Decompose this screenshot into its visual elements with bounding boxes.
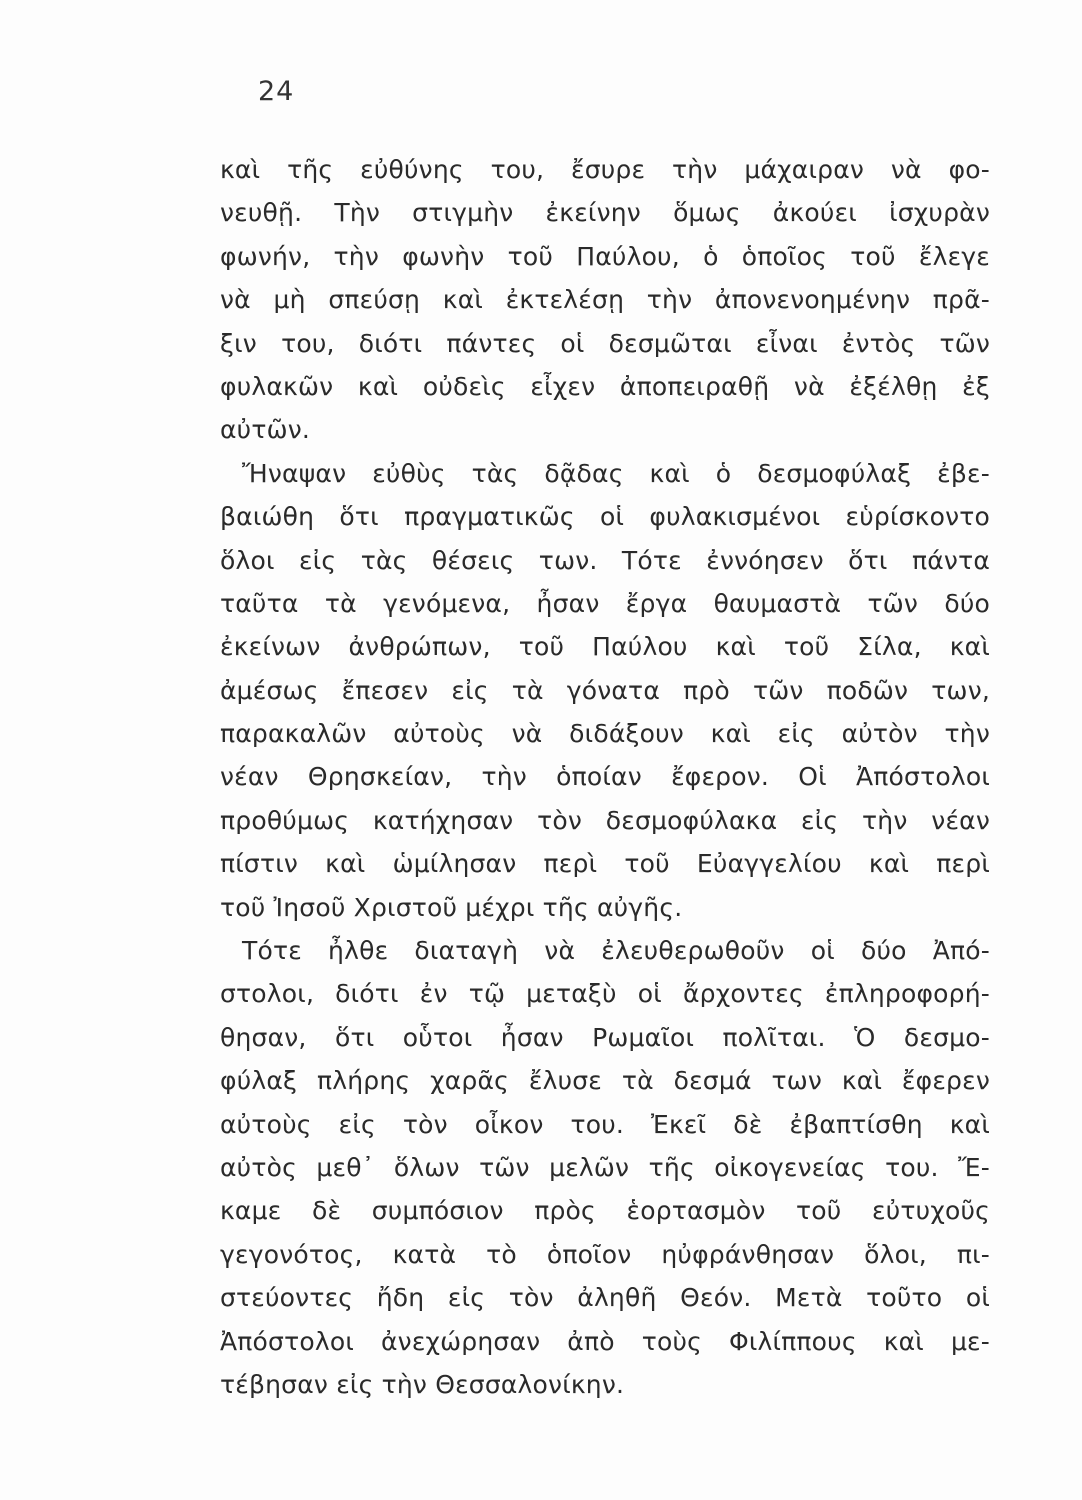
text-line: Τότε ἦλθε διαταγὴ νὰ ἐλευθερωθοῦν οἱ δύο Ἀπό- — [242, 936, 990, 966]
text-line: προθύμως κατήχησαν τὸν δεσμοφύλακα εἰς τὴν νέαν — [220, 805, 990, 835]
text-line: Ἤναψαν εὐθὺς τὰς δᾷδας καὶ ὁ δεσμοφύλαξ ἐβε- — [242, 458, 990, 488]
text-line: γεγονότος, κατὰ τὸ ὁποῖον ηὐφράνθησαν ὅλοι, πι- — [220, 1239, 990, 1269]
text-line: αὐτῶν. — [220, 415, 311, 445]
page-number: 24 — [258, 76, 295, 107]
text-line: ἐκείνων ἀνθρώπων, τοῦ Παύλου καὶ τοῦ Σίλα, καὶ — [220, 632, 990, 662]
text-line: φωνήν, τὴν φωνὴν τοῦ Παύλου, ὁ ὁποῖος τοῦ ἔλεγε — [220, 241, 990, 271]
text-line: καὶ τῆς εὐθύνης του, ἔσυρε τὴν μάχαιραν νὰ φο- — [220, 155, 990, 184]
text-line: νέαν Θρησκείαν, τὴν ὁποίαν ἔφερον. Οἱ Ἀπόστολοι — [220, 762, 990, 792]
text-line: νὰ μὴ σπεύσῃ καὶ ἐκτελέσῃ τὴν ἀπονενοημένην πρᾶ- — [220, 285, 990, 315]
text-line: θησαν, ὅτι οὗτοι ἦσαν Ρωμαῖοι πολῖται. Ὁ δεσμο- — [220, 1022, 990, 1052]
text-line: βαιώθη ὅτι πραγματικῶς οἱ φυλακισμένοι εὑρίσκοντο — [220, 502, 990, 532]
text-line: τοῦ Ἰησοῦ Χριστοῦ μέχρι τῆς αὐγῆς. — [220, 892, 683, 922]
text-line: πίστιν καὶ ὡμίλησαν περὶ τοῦ Εὐαγγελίου καὶ περὶ — [220, 849, 990, 879]
text-line: ὅλοι εἰς τὰς θέσεις των. Τότε ἐννόησεν ὅτι πάντα — [220, 545, 990, 575]
body-text — [220, 148, 990, 1406]
text-line: φύλαξ πλήρης χαρᾶς ἔλυσε τὰ δεσμά των καὶ ἔφερεν — [220, 1066, 990, 1096]
text-line: ἀμέσως ἔπεσεν εἰς τὰ γόνατα πρὸ τῶν ποδῶν των, — [220, 675, 990, 705]
text-line: καμε δὲ συμπόσιον πρὸς ἑορτασμὸν τοῦ εὐτυχοῦς — [220, 1196, 990, 1226]
text-line: στεύοντες ἤδη εἰς τὸν ἀληθῆ Θεόν. Μετὰ τοῦτο οἱ — [220, 1283, 990, 1313]
text-line: αὐτοὺς εἰς τὸν οἶκον του. Ἐκεῖ δὲ ἐβαπτίσθη καὶ — [220, 1109, 990, 1139]
text-line: Ἀπόστολοι ἀνεχώρησαν ἀπὸ τοὺς Φιλίππους καὶ με- — [220, 1326, 990, 1356]
text-line: στολοι, διότι ἐν τῷ μεταξὺ οἱ ἄρχοντες ἐπληροφορή- — [220, 979, 990, 1009]
text-line: αὐτὸς μεθ᾽ ὅλων τῶν μελῶν τῆς οἰκογενείας του. Ἔ- — [220, 1152, 990, 1182]
text-line: παρακαλῶν αὐτοὺς νὰ διδάξουν καὶ εἰς αὐτὸν τὴν — [220, 719, 990, 749]
text-line: ταῦτα τὰ γενόμενα, ἦσαν ἔργα θαυμαστὰ τῶν δύο — [220, 588, 990, 618]
text-line: τέβησαν εἰς τὴν Θεσσαλονίκην. — [220, 1369, 625, 1399]
text-line: νευθῇ. Τὴν στιγμὴν ἐκείνην ὅμως ἀκούει ἰσχυρὰν — [220, 198, 990, 228]
text-line: φυλακῶν καὶ οὐδεὶς εἶχεν ἀποπειραθῇ νὰ ἐξέλθῃ ἐξ — [220, 371, 990, 401]
text-line: ξιν του, διότι πάντες οἱ δεσμῶται εἶναι ἐντὸς τῶν — [220, 328, 990, 358]
